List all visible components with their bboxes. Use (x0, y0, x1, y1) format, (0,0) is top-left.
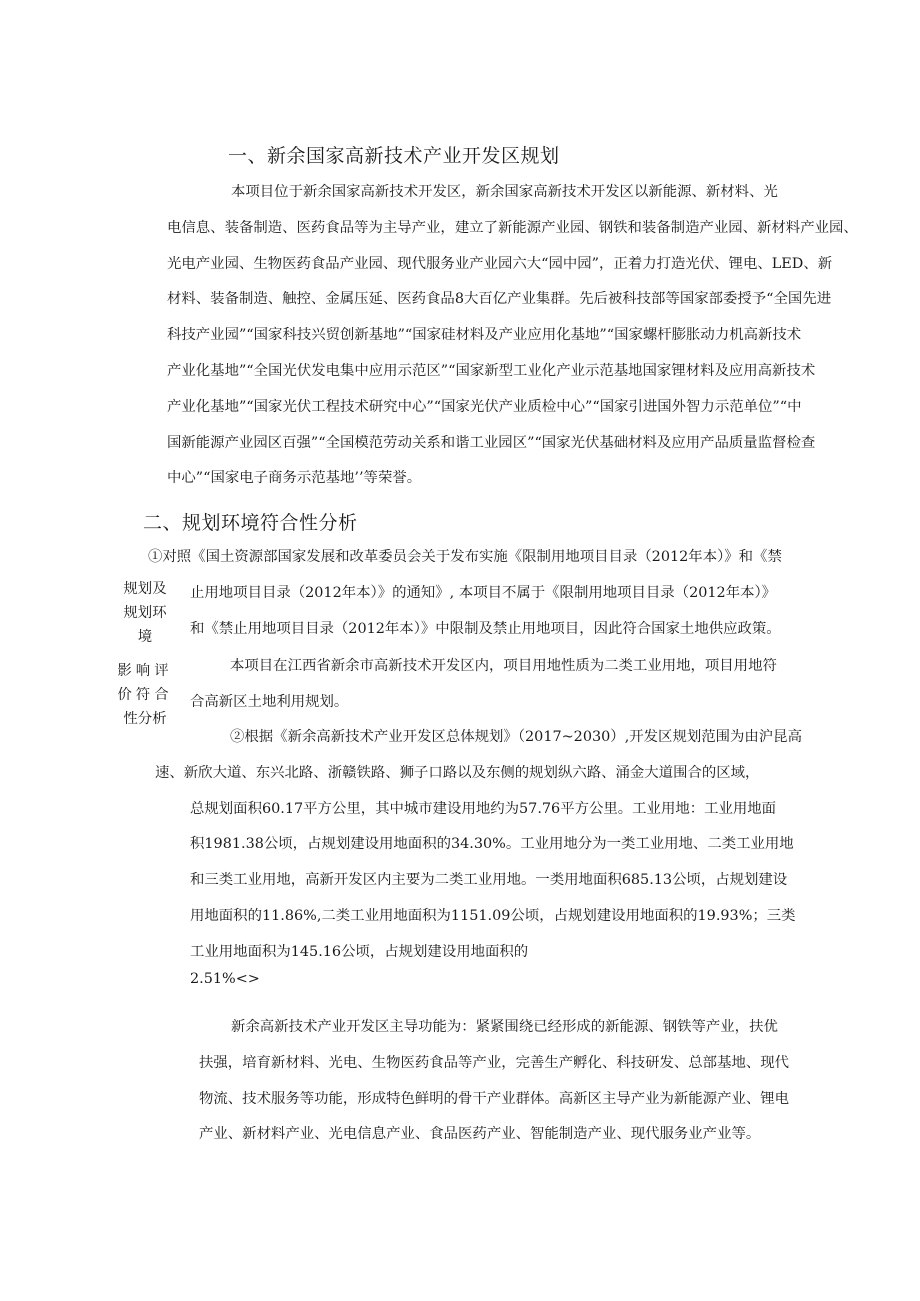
side-label-line: 价符合 (117, 687, 173, 703)
item2-line: 总规划面积60.17平方公里，其中城市建设用地约为57.76平方公里。工业用地：工业用地面 (190, 800, 777, 817)
item2-line: 用地面积的11.86%,二类工业用地面积为1151.09公顷，占规划建设用地面积的19.93%；三类 (190, 907, 796, 924)
section1-line: 科技产业园”“国家科技兴贸创新基地”“国家硅材料及产业应用化基地”“国家螺杆膨胀动力机高新技术 (167, 327, 802, 344)
section1-line: 产业化基地”“国家光伏工程技术研究中心”“国家光伏产业质检中心”“国家引进国外智力示范单位”“中 (167, 398, 802, 415)
item3-line: 产业、新材料产业、光电信息产业、食品医药产业、智能制造产业、现代服务业产业等。 (199, 1126, 761, 1143)
item2-paragraph (155, 720, 826, 971)
side-label-line: 规划环 (123, 605, 167, 621)
item3-paragraph (199, 1010, 826, 1153)
section1-heading: 一、新余国家高新技术产业开发区规划 (228, 145, 560, 167)
item1-rest (190, 576, 826, 648)
item1b-line: 合高新区土地利用规划。 (190, 693, 349, 710)
side-label-line: 境 (137, 629, 153, 645)
item2-line: 和三类工业用地，高新开发区内主要为二类工业用地。一类用地面积685.13公顷，占规划建设 (190, 872, 788, 889)
item1-line: 止用地项目目录（2012年本）》的通知》, 本项目不属于《限制用地项目目录（2012年本）》 (190, 585, 777, 601)
section1-line: 电信息、装备制造、医药食品等为主导产业，建立了新能源产业园、钢铁和装备制造产业园、新材料产业园、 (167, 219, 858, 236)
section1-line: 材料、装备制造、触控、金属压延、医药食品8大百亿产业集群。先后被科技部等国家部委授予“全国先进 (167, 291, 832, 308)
section1-line: 国新能源产业园区百强”“全国模范劳动关系和谐工业园区”“国家光伏基础材料及应用产品质量监督检查 (167, 434, 816, 451)
side-label-line: 性分析 (123, 711, 167, 727)
side-label-line: 规划及 (123, 581, 167, 597)
section1-line: 中心”“国家电子商务示范基地’’等荣誉。 (167, 470, 422, 487)
item1b-paragraph (190, 649, 826, 721)
item1-line: 和《禁止用地项目目录（2012年本）》中限制及禁止用地项目，因此符合国家土地供应政策。 (190, 620, 781, 637)
item3-line: 扶强，培育新材料、光电、生物医药食品等产业，完善生产孵化、科技研发、总部基地、现代 (199, 1054, 790, 1071)
item1b-line: 本项目在江西省新余市高新技术开发区内，项目用地性质为二类工业用地，项目用地符 (230, 658, 777, 674)
side-label (112, 577, 178, 731)
section2-heading: 二、规划环境符合性分析 (143, 512, 358, 534)
item2-tail (190, 966, 826, 992)
item2-line: 工业用地面积为145.16公顷，占规划建设用地面积的 (190, 943, 529, 960)
item3-line: 物流、技术服务等功能，形成特色鲜明的骨干产业群体。高新区主导产业为新能源产业、锂电 (199, 1090, 790, 1107)
item2-tail-text: 2.51%<> (190, 971, 260, 987)
section1-paragraph (167, 175, 858, 497)
item2-line: 积1981.38公顷，占规划建设用地面积的34.30%。工业用地分为一类工业用地、二类工业用地 (190, 836, 794, 853)
item3-line: 新余高新技术产业开发区主导功能为：紧紧围绕已经形成的新能源、钢铁等产业，扶优 (231, 1019, 778, 1035)
section1-line: 本项目位于新余国家高新技术开发区，新余国家高新技术开发区以新能源、新材料、光 (231, 184, 778, 200)
section1-line: 光电产业园、生物医药食品产业园、现代服务业产业园六大“园中园”，正着力打造光伏、锂电、LED、新 (167, 255, 833, 272)
item1-line: ①对照《国土资源部国家发展和改革委员会关于发布实施《限制用地项目目录（2012年本）》和《禁 (148, 549, 782, 565)
item1-first-line (143, 540, 833, 576)
section1-line: 产业化基地”“全国光伏发电集中应用示范区”“国家新型工业化产业示范基地国家锂材料及应用高新技术 (167, 362, 816, 379)
item2-line: ②根据《新余高新技术产业开发区总体规划》（2017~2030）,开发区规划范围为由沪昆高 (230, 729, 802, 745)
item2-line: 速、新欣大道、东兴北路、浙赣铁路、狮子口路以及东侧的规划纵六路、涌金大道围合的区域， (155, 764, 760, 781)
side-label-line: 影响评 (117, 663, 173, 679)
